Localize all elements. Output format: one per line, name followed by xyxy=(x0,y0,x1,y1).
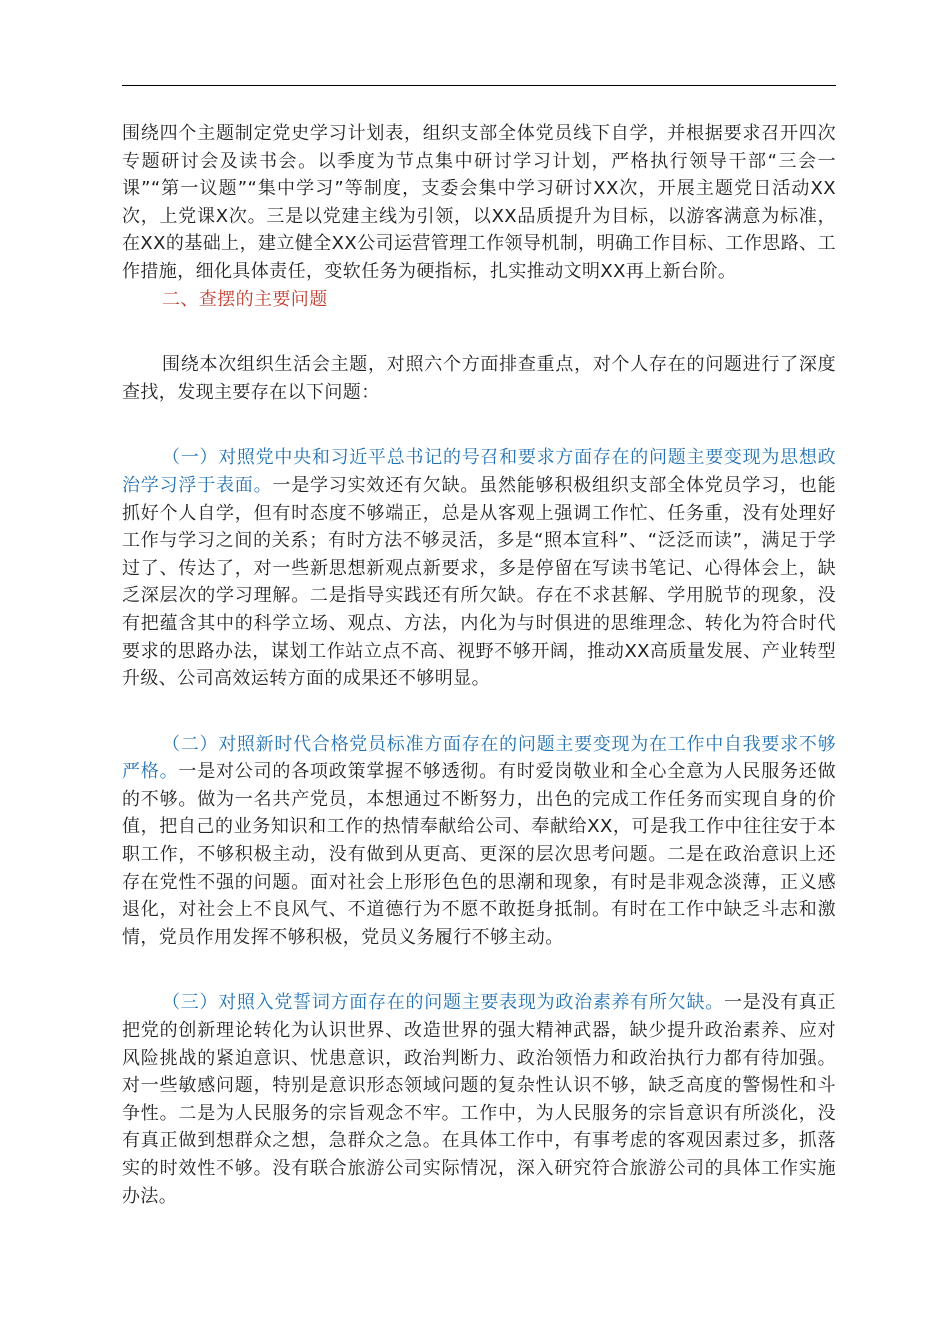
paragraph-study-plan: 围绕四个主题制定党史学习计划表，组织支部全体党员线下自学，并根据要求召开四次专题研讨会及读书会。以季度为节点集中研讨学习计划，严格执行领导干部“三会一课”“第一议题”“集中学习”等制度，支委会集中学习研讨XX次，开展主题党日活动XX次，上党课X次。三是以党建主线为引领，以XX品质提升为目标，以游客满意为标准，在XX的基础上，建立健全XX公司运营管理工作领导机制，明确工作目标、工作思路、工作措施，细化具体责任，变软任务为硬指标，扎实推动文明XX再上新台阶。 xyxy=(122,123,836,282)
paragraph-intro: 围绕本次组织生活会主题，对照六个方面排查重点，对个人存在的问题进行了深度查找，发现主要存在以下问题： xyxy=(122,354,836,403)
issue-3-body: 一是没有真正把党的创新理论转化为认识世界、改造世界的强大精神武器，缺少提升政治素养、应对风险挑战的紧迫意识、忧患意识，政治判断力、政治领悟力和政治执行力都有待加强。对一些敏感问题，特别是意识形态领域问题的复杂性认识不够，缺乏高度的警惕性和斗争性。二是为人民服务的宗旨观念不牢。工作中，为人民服务的宗旨意识有所淡化，没有真正做到想群众之想，急群众之急。在具体工作中，有事考虑的客观因素过多，抓落实的时效性不够。没有联合旅游公司实际情况，深入研究符合旅游公司的具体工作实施办法。 xyxy=(122,992,836,1207)
section-heading: 二、查摆的主要问题 xyxy=(162,288,328,310)
header-rule xyxy=(122,85,836,86)
paragraph-issue-2 xyxy=(122,731,836,952)
paragraph-issue-1 xyxy=(122,444,836,692)
issue-2-body: 一是对公司的各项政策掌握不够透彻。有时爱岗敬业和全心全意为人民服务还做的不够。做为一名共产党员，本想通过不断努力，出色的完成工作任务而实现自身的价值，把自己的业务知识和工作的热情奉献给公司、奉献给XX，可是我工作中往往安于本职工作，不够积极主动，没有做到从更高、更深的层次思考问题。二是在政治意识上还存在党性不强的问题。面对社会上形形色色的思潮和现象，有时是非观念淡薄，正义感退化，对社会上不良风气、不道德行为不愿不敢挺身抵制。有时在工作中缺乏斗志和激情，党员作用发挥不够积极，党员义务履行不够主动。 xyxy=(122,761,836,948)
document-body xyxy=(122,120,836,1210)
paragraph-issue-3 xyxy=(122,989,836,1210)
issue-1-body: 一是学习实效还有欠缺。虽然能够积极组织支部全体党员学习，也能抓好个人自学，但有时态度不够端正，总是从客观上强调工作忙、任务重，没有处理好工作与学习之间的关系；有时方法不够灵活，多是“照本宣科”、“泛泛而读”，满足于学过了、传达了，对一些新思想新观点新要求，多是停留在写读书笔记、心得体会上，缺乏深层次的学习理解。二是指导实践还有所欠缺。存在不求甚解、学用脱节的现象，没有把蕴含其中的科学立场、观点、方法，内化为与时俱进的思维理念、转化为符合时代要求的思路办法，谋划工作站立点不高、视野不够开阔，推动XX高质量发展、产业转型升级、公司高效运转方面的成果还不够明显。 xyxy=(122,474,837,690)
issue-2-lead: （二）对照新时代合格党员标准方面存在的问题主要变现为在工作中自我要求不够严格。 xyxy=(122,733,836,783)
issue-1-lead: （一）对照党中央和习近平总书记的号召和要求方面存在的问题主要变现为思想政治学习浮于表面。 xyxy=(122,447,836,496)
issue-3-lead: （三）对照入党誓词方面存在的问题主要表现为政治素养有所欠缺。 xyxy=(162,992,724,1014)
